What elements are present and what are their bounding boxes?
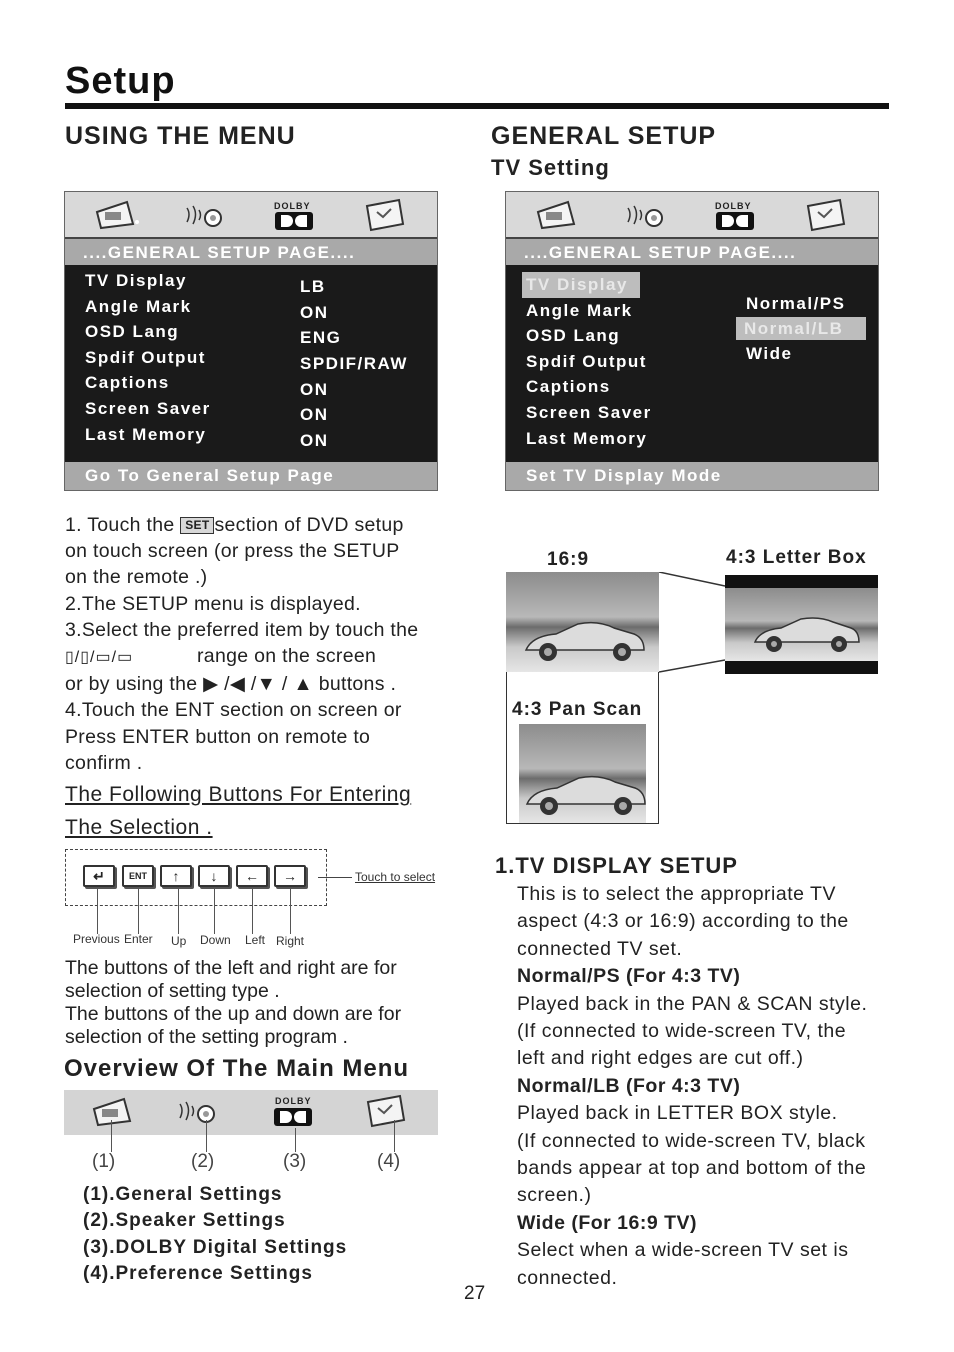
letter-box-picture: [725, 588, 878, 661]
list-item: (2).Speaker Settings: [83, 1210, 286, 1232]
desc-line: The buttons of the up and down are for: [65, 1003, 402, 1025]
osd-item-captions[interactable]: Captions: [85, 373, 170, 393]
osd-item-spdif-output[interactable]: Spdif Output: [85, 347, 206, 367]
list-item: (1).General Settings: [83, 1184, 283, 1205]
enter-label: Enter: [124, 932, 153, 946]
osd-page-header: ....GENERAL SETUP PAGE....: [65, 237, 437, 265]
instr-text: or by using the: [65, 673, 198, 696]
osd-item-screen-saver[interactable]: Screen Saver: [85, 398, 211, 418]
speaker-settings-icon: [624, 202, 670, 230]
osd-item-tv-display-selected[interactable]: TV Display: [522, 272, 640, 298]
desc-line: selection of the setting program .: [65, 1026, 348, 1048]
callout-line: [138, 889, 139, 934]
instr-text: buttons .: [318, 673, 397, 696]
body-line: left and right edges are cut off.): [517, 1047, 804, 1070]
list-item: (4).Preference Settings: [83, 1262, 313, 1284]
instr-text: 3.Select the preferred item by touch the: [65, 618, 419, 641]
tv-display-setup-heading: 1.TV DISPLAY SETUP: [495, 853, 738, 878]
instr-text: confirm .: [65, 751, 143, 774]
preference-settings-icon[interactable]: [364, 1094, 410, 1128]
option-title: Normal/LB (For 4:3 TV): [517, 1074, 741, 1097]
callout-line: [97, 889, 98, 934]
body-line: connected.: [517, 1266, 618, 1289]
instr-text: 4.Touch the ENT section on screen or: [65, 699, 402, 722]
buttons-heading-1: The Following Buttons For Entering: [65, 783, 412, 806]
osd-item-last-memory[interactable]: Last Memory: [526, 428, 648, 448]
overview-icon-bar: [64, 1090, 438, 1135]
callout-line: [206, 1120, 207, 1152]
instr-text: on the remote .): [65, 566, 208, 589]
speaker-settings-icon: [183, 202, 229, 230]
osd-item-angle-mark[interactable]: Angle Mark: [85, 296, 192, 316]
connector-lines: [659, 572, 729, 674]
instr-text: on touch screen (or press the SETUP: [65, 540, 400, 563]
up-button[interactable]: ↑: [160, 865, 192, 887]
osd-values: [300, 274, 408, 454]
option-wide[interactable]: Wide: [746, 343, 793, 363]
option-title: Wide (For 16:9 TV): [517, 1211, 698, 1234]
overview-number: (1): [92, 1151, 116, 1172]
callout-line: [252, 889, 253, 934]
option-title: Normal/PS (For 4:3 TV): [517, 965, 741, 988]
label-16-9: 16:9: [547, 549, 590, 570]
osd-value: ON: [300, 431, 329, 451]
label-pan-scan: 4:3 Pan Scan: [512, 699, 643, 720]
general-setup-osd-left: [64, 191, 438, 491]
body-line: Played back in the PAN & SCAN style.: [517, 992, 868, 1015]
preference-settings-icon: [363, 198, 409, 232]
overview-list: [83, 1182, 347, 1287]
buttons-heading-2: The Selection .: [65, 816, 213, 839]
overview-number: (2): [191, 1151, 215, 1172]
instr-text: range on the screen: [197, 645, 377, 668]
osd-value: ON: [300, 405, 329, 425]
osd-page-header: ....GENERAL SETUP PAGE....: [506, 237, 878, 265]
buttons-description: [65, 957, 401, 1049]
down-button[interactable]: ↓: [198, 865, 230, 887]
osd-item-spdif-output[interactable]: Spdif Output: [526, 351, 647, 371]
body-line: Played back in LETTER BOX style.: [517, 1102, 838, 1125]
osd-items: [85, 268, 211, 447]
body-line: (If connected to wide-screen TV, the: [517, 1020, 847, 1043]
body-line: screen.): [517, 1184, 592, 1207]
osd-item-captions[interactable]: Captions: [526, 377, 611, 397]
using-menu-heading: USING THE MENU: [65, 122, 296, 150]
osd-icon-bar: [506, 192, 878, 237]
dolby-icon: [716, 212, 754, 230]
overview-number: (4): [377, 1151, 401, 1172]
car-icon: [522, 612, 647, 667]
osd-footer: Set TV Display Mode: [506, 462, 878, 490]
osd-value: ON: [300, 379, 329, 399]
page-number: 27: [464, 1283, 486, 1304]
down-label: Down: [200, 933, 231, 947]
arrow-buttons-icons: ▶ /◀ /▼ / ▲: [197, 673, 319, 696]
touch-to-select-label: Touch to select: [355, 870, 436, 884]
instr-text: Press ENTER button on remote to: [65, 725, 371, 748]
general-setup-heading: GENERAL SETUP: [491, 122, 717, 150]
dolby-label: DOLBY: [275, 1096, 312, 1106]
osd-value: SPDIF/RAW: [300, 354, 408, 374]
enter-button[interactable]: ENT: [122, 865, 154, 887]
osd-options: [736, 291, 866, 367]
tv-display-setup-body: [517, 881, 867, 1292]
instr-text: 2.The SETUP menu is displayed.: [65, 592, 361, 615]
overview-number: (3): [283, 1151, 307, 1172]
dolby-icon[interactable]: [274, 1108, 312, 1126]
speaker-settings-icon[interactable]: [176, 1098, 224, 1126]
label-letter-box: 4:3 Letter Box: [726, 547, 867, 568]
general-settings-icon[interactable]: [90, 1095, 138, 1127]
osd-item-last-memory[interactable]: Last Memory: [85, 424, 207, 444]
osd-icon-bar: [65, 192, 437, 237]
body-line: connected TV set.: [517, 937, 683, 960]
dolby-label: DOLBY: [274, 201, 311, 211]
wide-16-9-picture: [506, 572, 659, 672]
osd-item-tv-display[interactable]: TV Display: [85, 271, 187, 290]
previous-button[interactable]: ↵: [83, 865, 115, 887]
pointer-line: [318, 877, 352, 878]
osd-value: ENG: [300, 328, 342, 348]
car-icon: [523, 766, 646, 821]
osd-item-osd-lang[interactable]: OSD Lang: [85, 322, 180, 342]
option-normal-lb-selected[interactable]: Normal/LB: [736, 317, 866, 340]
title-rule: [65, 103, 889, 109]
osd-item-screen-saver[interactable]: Screen Saver: [526, 402, 652, 422]
callout-line: [214, 889, 215, 934]
left-button[interactable]: ←: [236, 865, 268, 887]
osd-footer: Go To General Setup Page: [65, 462, 437, 490]
tv-setting-subheading: TV Setting: [491, 155, 610, 180]
list-item: (3).DOLBY Digital Settings: [83, 1236, 348, 1258]
body-line: This is to select the appropriate TV: [517, 883, 836, 905]
callout-line: [295, 1128, 296, 1152]
dolby-label: DOLBY: [715, 201, 752, 211]
pan-scan-picture: [519, 724, 646, 823]
body-line: aspect (4:3 or 16:9) according to the: [517, 910, 849, 933]
page-title: Setup: [65, 60, 176, 102]
touch-arrow-icons: ▯/▯/▭/▭: [65, 649, 134, 667]
general-settings-icon: [534, 198, 582, 230]
dolby-icon: [275, 212, 313, 230]
osd-value: ON: [300, 302, 329, 322]
general-settings-icon: [93, 198, 141, 230]
osd-item-angle-mark[interactable]: Angle Mark: [526, 300, 633, 320]
desc-line: The buttons of the left and right are for: [65, 957, 397, 979]
callout-line: [111, 1120, 112, 1152]
general-setup-osd-right: [505, 191, 879, 491]
osd-items: [526, 272, 652, 451]
set-button-icon: SET: [180, 517, 214, 534]
osd-item-osd-lang[interactable]: OSD Lang: [526, 326, 621, 346]
right-button[interactable]: →: [274, 865, 306, 887]
right-label: Right: [276, 934, 305, 948]
option-normal-ps[interactable]: Normal/PS: [746, 294, 846, 313]
instr-text: section of DVD setup: [214, 514, 404, 536]
body-line: (If connected to wide-screen TV, black: [517, 1129, 866, 1152]
overview-heading: Overview Of The Main Menu: [64, 1055, 410, 1082]
desc-line: selection of setting type .: [65, 980, 280, 1002]
instr-text: 1. Touch the: [65, 514, 181, 536]
car-icon: [751, 608, 861, 658]
callout-line: [290, 889, 291, 934]
up-label: Up: [171, 934, 187, 948]
osd-value: LB: [300, 277, 326, 296]
callout-line: [178, 889, 179, 934]
previous-label: Previous: [73, 932, 120, 946]
instructions: [65, 512, 418, 776]
callout-line: [394, 1120, 395, 1152]
left-label: Left: [245, 933, 266, 947]
preference-settings-icon: [804, 198, 850, 232]
body-line: Select when a wide-screen TV set is: [517, 1239, 849, 1262]
body-line: bands appear at top and bottom of the: [517, 1157, 867, 1180]
